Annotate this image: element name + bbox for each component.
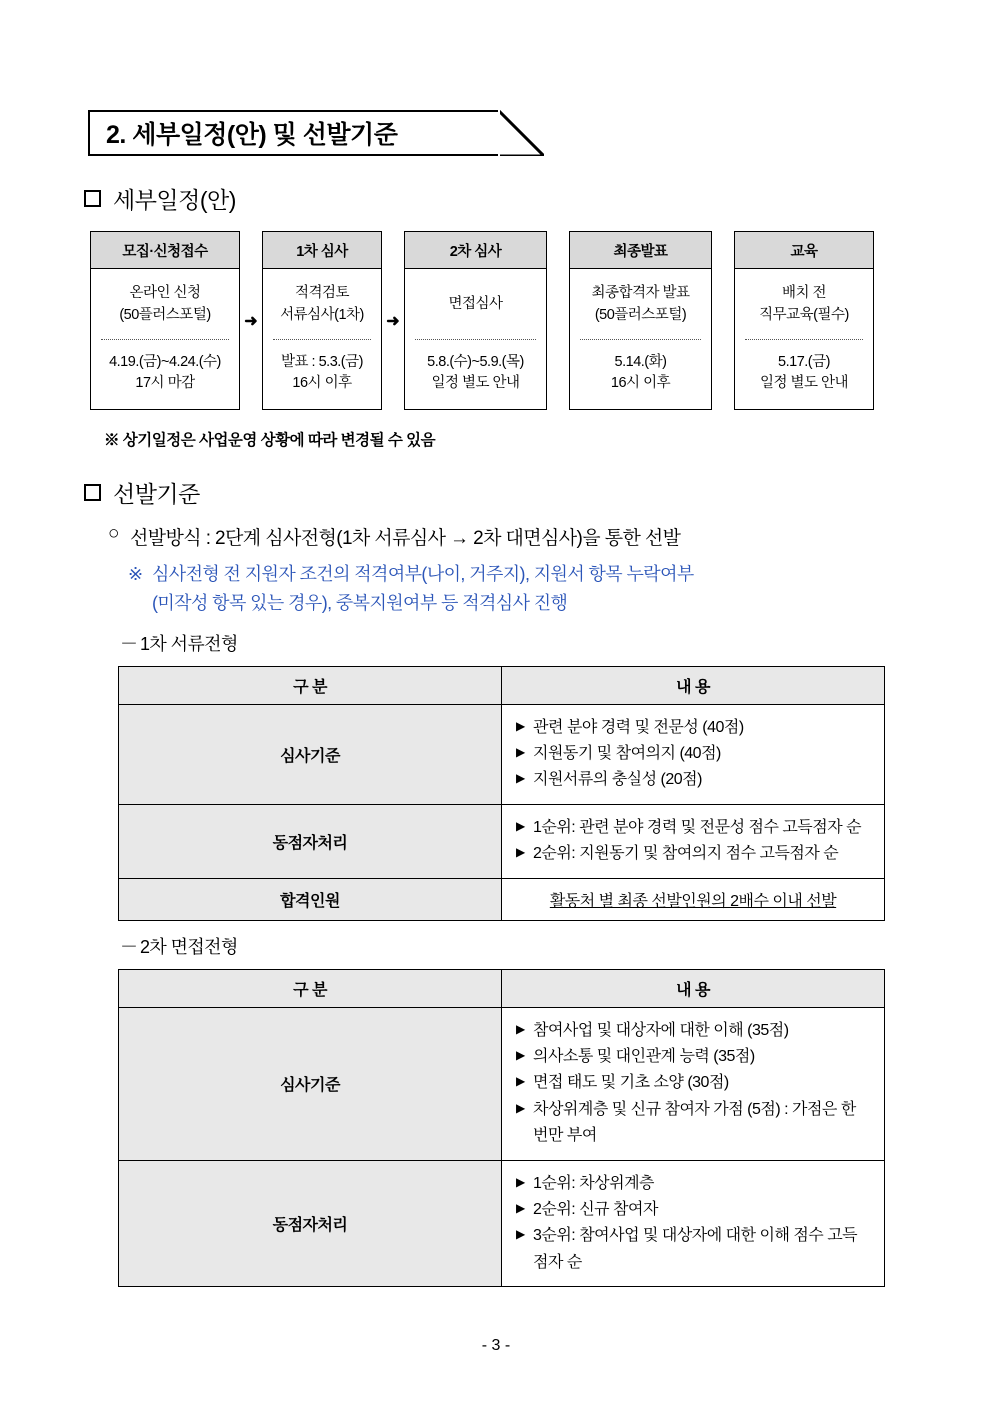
circle-bullet-icon: ○ <box>108 523 119 544</box>
flow-card-body <box>91 269 239 339</box>
flow-arrow-icon: ➜ <box>386 312 400 330</box>
square-bullet-icon <box>84 190 101 207</box>
stage1-criteria-table <box>118 666 885 921</box>
selection-note-line2: (미작성 항목 있는 경우), 중복지원여부 등 적격심사 진행 <box>152 592 568 613</box>
list-item-text: 지원서류의 충실성 (20점) <box>533 771 702 789</box>
table1-col2-header: 내 용 <box>502 666 885 704</box>
table-row <box>119 1007 885 1160</box>
flow-card-body2 <box>263 340 381 410</box>
flow-card-head: 1차 심사 <box>263 232 381 269</box>
schedule-note: ※ 상기일정은 사업운영 상황에 따라 변경될 수 있음 <box>104 432 436 449</box>
dash-bullet-icon: － <box>120 633 138 654</box>
flow-card-body2 <box>91 340 239 410</box>
table-header-row <box>119 666 885 704</box>
stage1-heading <box>120 630 910 656</box>
table1-pass-value-cell <box>502 878 885 920</box>
stage1-label: 1차 서류전형 <box>140 633 238 654</box>
flow-line-3: 발표 : 5.3.(금) <box>281 353 363 370</box>
reference-mark-icon: ※ <box>128 564 143 584</box>
triangle-bullet-icon: ▶ <box>516 771 525 786</box>
list-item <box>516 1223 870 1276</box>
table2-row1-label: 심사기준 <box>119 1007 502 1160</box>
flow-line-1: 면접심사 <box>448 295 503 312</box>
selection-note-line1: 심사전형 전 지원자 조건의 적격여부(나이, 거주지), 지원서 항목 누락여부 <box>152 564 694 584</box>
table2-row2-content <box>502 1160 885 1287</box>
list-item <box>516 1197 870 1223</box>
flow-card-head: 2차 심사 <box>405 232 546 269</box>
list-item-text: 지원동기 및 참여의지 (40점) <box>533 744 721 762</box>
flow-line-1: 적격검토 <box>294 285 350 301</box>
flow-line-1: 최종합격자 발표 <box>591 285 690 301</box>
selection-note-text <box>152 560 694 618</box>
list-item <box>516 1171 870 1197</box>
triangle-bullet-icon: ▶ <box>516 1074 525 1089</box>
banner-corner-shape <box>498 110 544 156</box>
table1-row1-content <box>502 704 885 804</box>
table-row <box>119 878 885 920</box>
flow-arrow-icon <box>712 231 734 410</box>
flow-line-2: 직무교육(필수) <box>759 306 849 323</box>
list-item <box>516 741 870 767</box>
list-item <box>516 1070 870 1096</box>
table2-row2-label: 동점자처리 <box>119 1160 502 1287</box>
table1-row1-label: 심사기준 <box>119 704 502 804</box>
flow-line-3: 5.14.(화) <box>614 353 667 370</box>
list-item <box>516 715 870 741</box>
table2-col2-header: 내 용 <box>502 969 885 1007</box>
list-item <box>516 815 870 841</box>
triangle-bullet-icon: ▶ <box>516 1047 525 1062</box>
table1-pass-value: 활동처 별 최종 선발인원의 2배수 이내 선발 <box>549 892 837 910</box>
flow-line-3: 4.19.(금)~4.24.(수) <box>109 353 221 370</box>
table-row <box>119 1160 885 1287</box>
flow-card-body <box>735 269 873 339</box>
selection-method-text: 선발방식 : 2단계 심사전형(1차 서류심사 → 2차 대면심사)을 통한 선발 <box>130 528 681 549</box>
flow-line-2: (50플러스포털) <box>594 306 687 323</box>
flow-line-2: 서류심사(1차) <box>280 306 364 323</box>
schedule-flow <box>90 231 910 410</box>
dash-bullet-icon: － <box>120 936 138 957</box>
table1-pass-label: 합격인원 <box>119 878 502 920</box>
table-header-row <box>119 969 885 1007</box>
table-row <box>119 704 885 804</box>
page-number: - 3 - <box>481 1337 511 1354</box>
flow-card-body <box>405 269 546 339</box>
flow-card-body2 <box>570 340 711 410</box>
flow-line-4: 16시 이후 <box>292 375 352 392</box>
triangle-bullet-icon: ▶ <box>516 1200 525 1215</box>
flow-line-3: 5.17.(금) <box>778 353 830 370</box>
flow-line-1: 배치 전 <box>781 285 827 301</box>
flow-card-first-review <box>262 231 382 410</box>
section-banner-box <box>88 110 500 156</box>
flow-arrow-icon <box>547 231 569 410</box>
triangle-bullet-icon: ▶ <box>516 1021 525 1036</box>
triangle-bullet-icon: ▶ <box>516 1227 525 1242</box>
flow-line-3: 5.8.(수)~5.9.(목) <box>427 353 524 370</box>
table-row <box>119 804 885 878</box>
square-bullet-icon <box>84 484 101 501</box>
list-item <box>516 767 870 793</box>
flow-card-body <box>263 269 381 339</box>
triangle-bullet-icon: ▶ <box>516 744 525 759</box>
flow-card-body2 <box>405 340 546 410</box>
flow-card-education <box>734 231 874 410</box>
list-item-text: 참여사업 및 대상자에 대한 이해 (35점) <box>533 1021 789 1039</box>
table1-row2-content <box>502 804 885 878</box>
triangle-bullet-icon: ▶ <box>516 1174 525 1189</box>
table2-row1-content <box>502 1007 885 1160</box>
list-item-text: 1순위: 관련 분야 경력 및 전문성 점수 고득점자 순 <box>533 818 862 836</box>
list-item <box>516 1097 870 1150</box>
list-item-text: 차상위계층 및 신규 참여자 가점 (5점) : 가점은 한번만 부여 <box>533 1100 856 1145</box>
heading-schedule-label: 세부일정(안) <box>113 187 236 213</box>
list-item-text: 의사소통 및 대인관계 능력 (35점) <box>533 1047 755 1065</box>
stage2-label: 2차 면접전형 <box>140 936 238 957</box>
list-item-text: 면접 태도 및 기초 소양 (30점) <box>533 1074 729 1092</box>
triangle-bullet-icon: ▶ <box>516 1100 525 1115</box>
stage2-heading <box>120 933 910 959</box>
flow-card-head: 모집·신청접수 <box>91 232 239 269</box>
table1-row2-label: 동점자처리 <box>119 804 502 878</box>
table2-col1-header: 구 분 <box>119 969 502 1007</box>
list-item-text: 3순위: 참여사업 및 대상자에 대한 이해 점수 고득점자 순 <box>533 1227 858 1271</box>
flow-card-head: 교육 <box>735 232 873 269</box>
selection-method <box>108 523 910 550</box>
flow-card-recruit <box>90 231 240 410</box>
list-item-text: 1순위: 차상위계층 <box>533 1174 654 1192</box>
flow-line-1: 온라인 신청 <box>129 285 201 301</box>
flow-line-4: 17시 마감 <box>135 375 195 392</box>
heading-schedule <box>84 182 910 215</box>
section-title: 2. 세부일정(안) 및 선발기준 <box>106 121 398 149</box>
flow-card-body <box>570 269 711 339</box>
list-item <box>516 1018 870 1044</box>
flow-arrow-icon: ➜ <box>244 312 258 330</box>
selection-note-blue <box>128 560 910 618</box>
flow-line-4: 일정 별도 안내 <box>431 375 520 392</box>
heading-selection-label: 선발기준 <box>113 481 200 507</box>
triangle-bullet-icon: ▶ <box>516 718 525 733</box>
list-item-text: 2순위: 신규 참여자 <box>533 1200 658 1218</box>
table1-col1-header: 구 분 <box>119 666 502 704</box>
triangle-bullet-icon: ▶ <box>516 845 525 860</box>
heading-selection <box>84 476 910 509</box>
triangle-bullet-icon: ▶ <box>516 818 525 833</box>
flow-card-body2 <box>735 340 873 410</box>
flow-line-4: 일정 별도 안내 <box>759 375 849 392</box>
list-item <box>516 1044 870 1070</box>
flow-card-head: 최종발표 <box>570 232 711 269</box>
flow-line-2: (50플러스포털) <box>119 306 211 323</box>
list-item <box>516 841 870 867</box>
flow-card-second-review <box>404 231 547 410</box>
list-item-text: 관련 분야 경력 및 전문성 (40점) <box>533 718 744 736</box>
stage2-criteria-table <box>118 969 885 1288</box>
list-item-text: 2순위: 지원동기 및 참여의지 점수 고득점자 순 <box>533 845 839 863</box>
flow-line-4: 16시 이후 <box>610 375 671 392</box>
section-banner <box>88 110 540 156</box>
flow-card-final-announcement <box>569 231 712 410</box>
